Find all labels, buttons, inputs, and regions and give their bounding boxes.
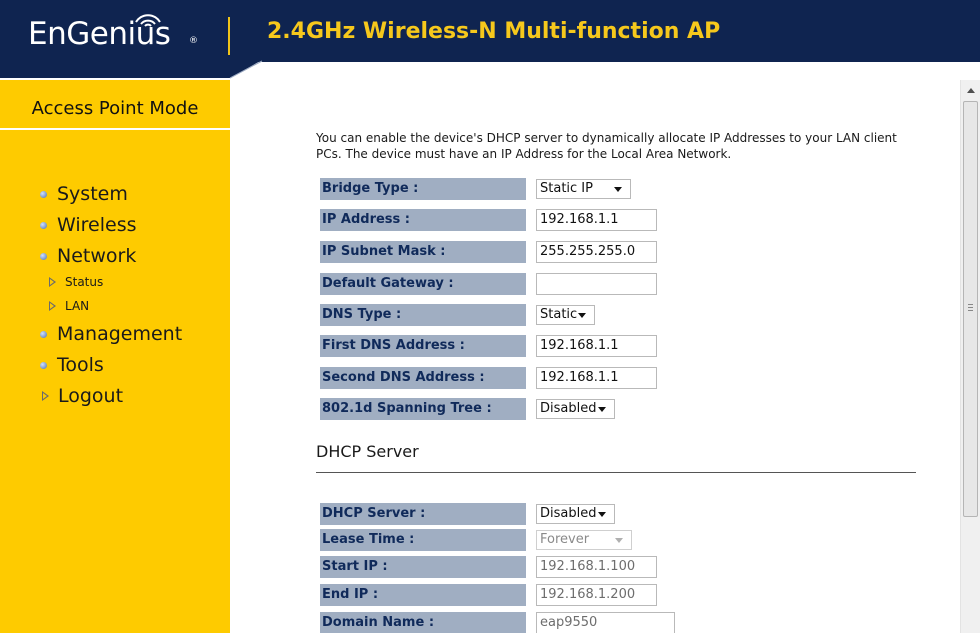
sidebar-item-label: Network [57, 245, 137, 267]
sidebar-item-logout[interactable] [40, 385, 123, 407]
chevron-down-icon [598, 407, 606, 412]
start-ip-input[interactable]: 192.168.1.100 [536, 556, 657, 578]
first-dns-input[interactable]: 192.168.1.1 [536, 335, 657, 357]
start-ip-label: Start IP : [320, 556, 526, 578]
wifi-icon [132, 10, 164, 28]
sidebar-subitem-label: LAN [65, 299, 90, 313]
scroll-up-arrow-icon[interactable] [961, 82, 980, 99]
dns-type-label: DNS Type : [320, 304, 526, 326]
product-title: 2.4GHz Wireless-N Multi-function AP [267, 19, 721, 44]
header-notch [0, 60, 980, 80]
ip-address-input[interactable]: 192.168.1.1 [536, 209, 657, 231]
lease-time-label: Lease Time : [320, 529, 526, 551]
end-ip-label: End IP : [320, 584, 526, 606]
default-gateway-input[interactable] [536, 273, 657, 295]
default-gateway-label: Default Gateway : [320, 273, 526, 295]
sidebar-item-label: Tools [57, 354, 104, 376]
sidebar-item-management[interactable] [40, 323, 182, 345]
dns-type-value: Static [540, 307, 578, 322]
ip-address-label: IP Address : [320, 209, 526, 231]
sidebar-item-label: System [57, 183, 128, 205]
spanning-tree-label: 802.1d Spanning Tree : [320, 398, 526, 420]
end-ip-input[interactable]: 192.168.1.200 [536, 584, 657, 606]
triangle-icon [42, 391, 49, 401]
triangle-icon [49, 277, 56, 287]
bullet-icon [40, 222, 47, 229]
bullet-icon [40, 253, 47, 260]
chevron-down-icon [578, 313, 586, 318]
registered-mark: ® [189, 36, 198, 46]
sidebar-item-label: Logout [58, 385, 124, 407]
dhcp-server-label: DHCP Server : [320, 503, 526, 525]
header [0, 0, 980, 80]
sidebar-subitem-status[interactable] [49, 275, 103, 289]
bridge-type-value: Static IP [540, 181, 593, 196]
spanning-tree-select[interactable] [536, 399, 615, 419]
sidebar-item-label: Management [57, 323, 183, 345]
chevron-down-icon [615, 538, 623, 543]
bridge-type-select[interactable] [536, 179, 631, 199]
subnet-mask-label: IP Subnet Mask : [320, 241, 526, 263]
sidebar-subitem-lan[interactable] [49, 299, 89, 313]
chevron-down-icon [614, 187, 622, 192]
bridge-type-label: Bridge Type : [320, 178, 526, 200]
bullet-icon [40, 191, 47, 198]
dhcp-section-heading: DHCP Server [316, 442, 419, 461]
main-content [230, 80, 960, 633]
lease-time-select[interactable] [536, 530, 632, 550]
first-dns-label: First DNS Address : [320, 335, 526, 357]
triangle-icon [49, 301, 56, 311]
spanning-tree-value: Disabled [540, 401, 597, 416]
bullet-icon [40, 362, 47, 369]
dhcp-server-value: Disabled [540, 506, 597, 521]
section-divider [316, 472, 916, 473]
second-dns-input[interactable]: 192.168.1.1 [536, 367, 657, 389]
sidebar-item-network[interactable] [40, 245, 136, 267]
lease-time-value: Forever [540, 532, 590, 547]
subnet-mask-input[interactable]: 255.255.255.0 [536, 241, 657, 263]
sidebar-item-wireless[interactable] [40, 214, 137, 236]
dhcp-server-select[interactable] [536, 504, 615, 524]
sidebar-item-tools[interactable] [40, 354, 104, 376]
dns-type-select[interactable] [536, 305, 595, 325]
sidebar-item-label: Wireless [57, 214, 137, 236]
sidebar-subitem-label: Status [65, 275, 104, 289]
scroll-thumb[interactable] [963, 101, 978, 517]
domain-name-input[interactable]: eap9550 [536, 612, 675, 633]
engenius-logo: EnGenius [28, 16, 171, 52]
second-dns-label: Second DNS Address : [320, 367, 526, 389]
intro-text: You can enable the device's DHCP server to dynamically allocate IP Addresses to your LAN client PCs. The device must have an IP Address for the Local Area Network. [316, 131, 897, 161]
header-divider [228, 17, 230, 55]
vertical-scrollbar[interactable] [960, 80, 980, 633]
sidebar [0, 80, 230, 633]
sidebar-item-system[interactable] [40, 183, 128, 205]
chevron-down-icon [598, 512, 606, 517]
mode-label: Access Point Mode [0, 80, 230, 130]
bullet-icon [40, 331, 47, 338]
domain-name-label: Domain Name : [320, 612, 526, 633]
grip-icon [968, 304, 973, 311]
